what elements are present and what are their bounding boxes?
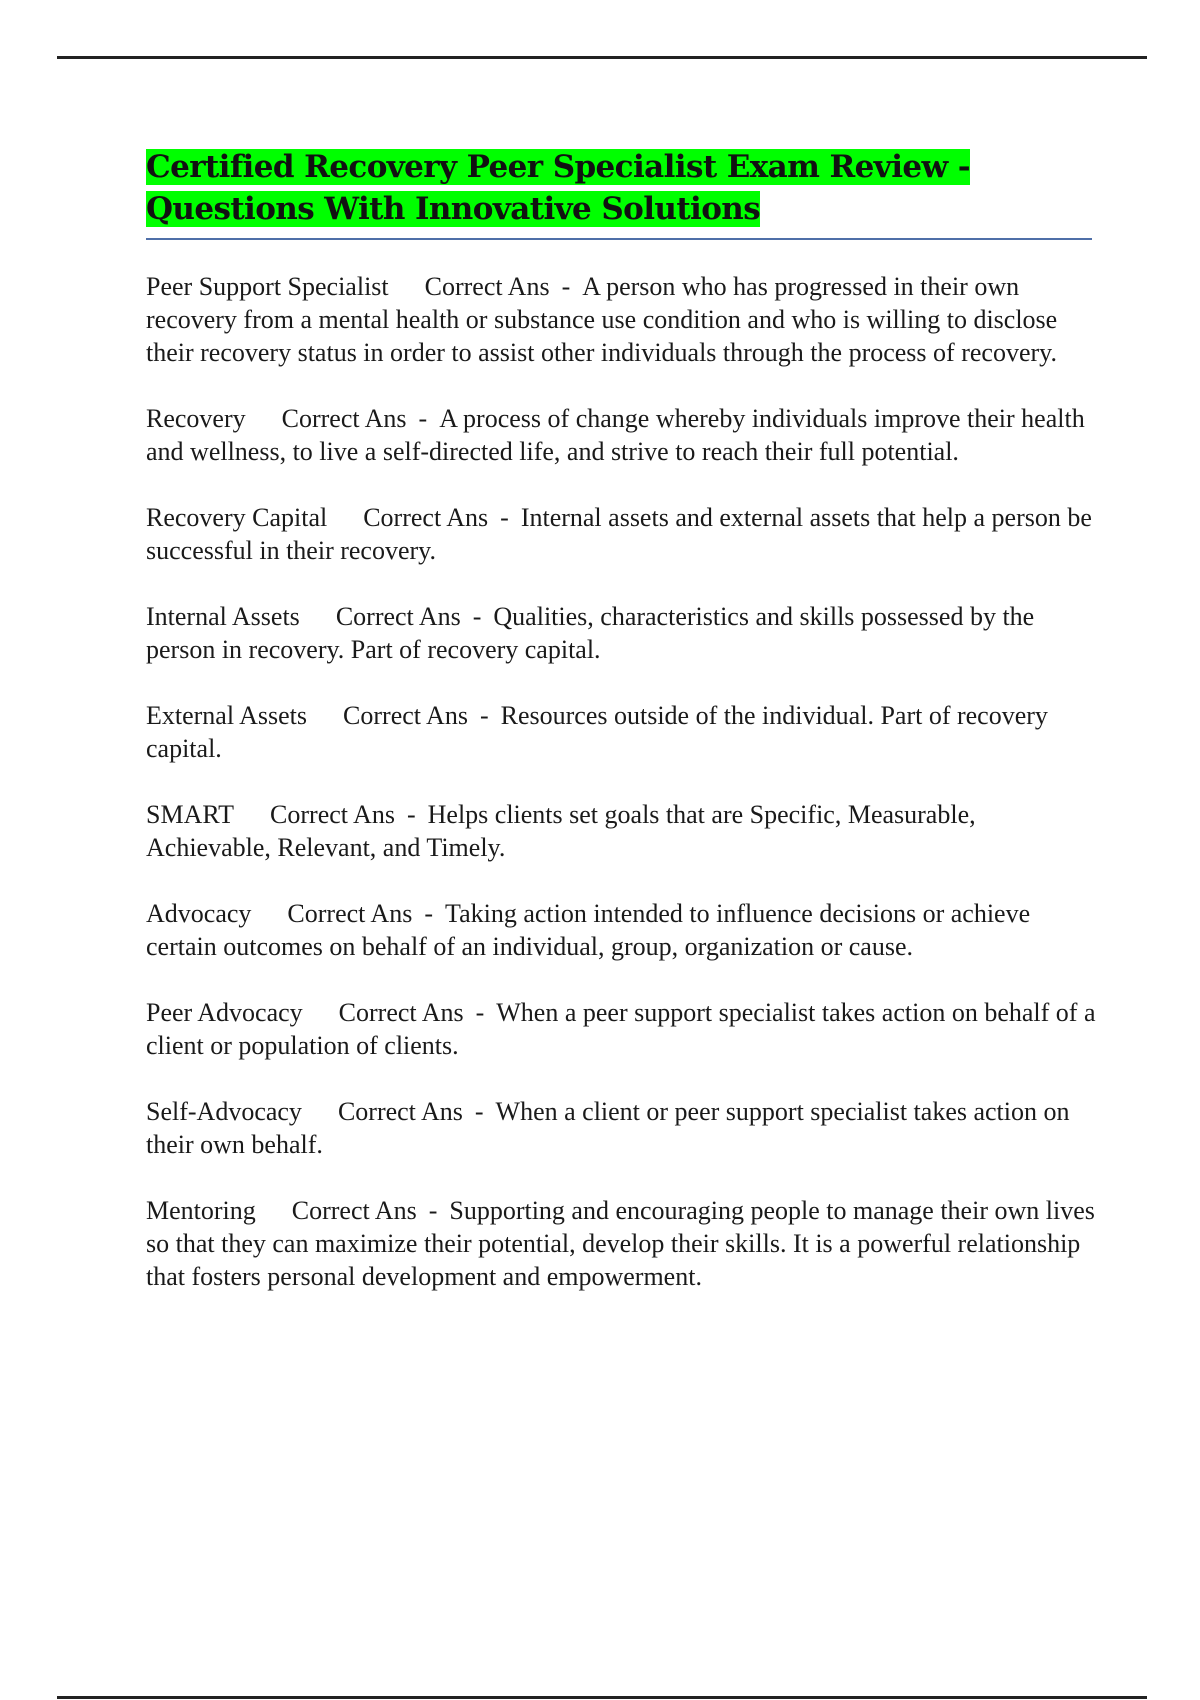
qa-entry [146, 699, 1096, 765]
qa-entry [146, 798, 1096, 864]
separator: - [428, 1196, 438, 1225]
term: Peer Advocacy [146, 998, 303, 1027]
page-top-rule [57, 56, 1147, 59]
term: Peer Support Specialist [146, 272, 389, 301]
separator: - [479, 701, 489, 730]
answer-label: Correct Ans [424, 272, 550, 301]
title-highlight: Certified Recovery Peer Specialist Exam Review - Questions With Innovative Solutions [146, 149, 971, 227]
page-title [146, 146, 1046, 230]
definition: Qualities, characteristics and skills possessed by the person in recovery. Part of recovery capital. [146, 602, 1035, 664]
answer-label: Correct Ans [343, 701, 468, 730]
answer-label: Correct Ans [338, 998, 464, 1027]
qa-entry [146, 897, 1096, 963]
separator: - [500, 503, 509, 532]
term: Self-Advocacy [146, 1097, 302, 1126]
definition: A process of change whereby individuals improve their health and wellness, to live a self-directed life, and strive to reach their full potential. [146, 404, 1085, 466]
term: SMART [146, 800, 235, 829]
term: Recovery [146, 404, 246, 433]
term: Mentoring [146, 1196, 256, 1225]
qa-entry [146, 402, 1096, 468]
separator: - [472, 602, 482, 631]
term: Advocacy [146, 899, 252, 928]
definition: Internal assets and external assets that help a person be successful in their recovery. [146, 503, 1092, 565]
qa-entry [146, 270, 1096, 369]
answer-label: Correct Ans [270, 800, 395, 829]
answer-label: Correct Ans [281, 404, 407, 433]
answer-label: Correct Ans [291, 1196, 417, 1225]
page-bottom-rule [57, 1696, 1147, 1699]
qa-entry [146, 501, 1096, 567]
qa-list [146, 270, 1096, 1326]
title-underline [146, 238, 1092, 240]
separator: - [406, 800, 416, 829]
qa-entry [146, 996, 1096, 1062]
answer-label: Correct Ans [287, 899, 413, 928]
definition: When a peer support specialist takes action on behalf of a client or population of clients. [146, 998, 1096, 1060]
definition: Taking action intended to influence decisions or achieve certain outcomes on behalf of an individual, group, organization or cause. [146, 899, 1031, 961]
definition: A person who has progressed in their own recovery from a mental health or substance use condition and who is willing to disclose their recovery status in order to assist other individuals through the process of recovery. [146, 272, 1058, 367]
separator: - [418, 404, 428, 433]
qa-entry [146, 1095, 1096, 1161]
definition: When a client or peer support specialist takes action on their own behalf. [146, 1097, 1070, 1159]
definition: Resources outside of the individual. Part of recovery capital. [146, 701, 1048, 763]
answer-label: Correct Ans [363, 503, 489, 532]
separator: - [475, 998, 485, 1027]
term: Recovery Capital [146, 503, 328, 532]
definition: Helps clients set goals that are Specific, Measurable, Achievable, Relevant, and Timely. [146, 800, 976, 862]
term: Internal Assets [146, 602, 300, 631]
qa-entry [146, 600, 1096, 666]
separator: - [474, 1097, 484, 1126]
qa-entry [146, 1194, 1096, 1293]
definition: Supporting and encouraging people to manage their own lives so that they can maximize their potential, develop their skills. It is a powerful relationship that fosters personal development and empowerment. [146, 1196, 1095, 1291]
separator: - [561, 272, 571, 301]
answer-label: Correct Ans [337, 1097, 463, 1126]
term: External Assets [146, 701, 308, 730]
answer-label: Correct Ans [335, 602, 461, 631]
separator: - [424, 899, 433, 928]
